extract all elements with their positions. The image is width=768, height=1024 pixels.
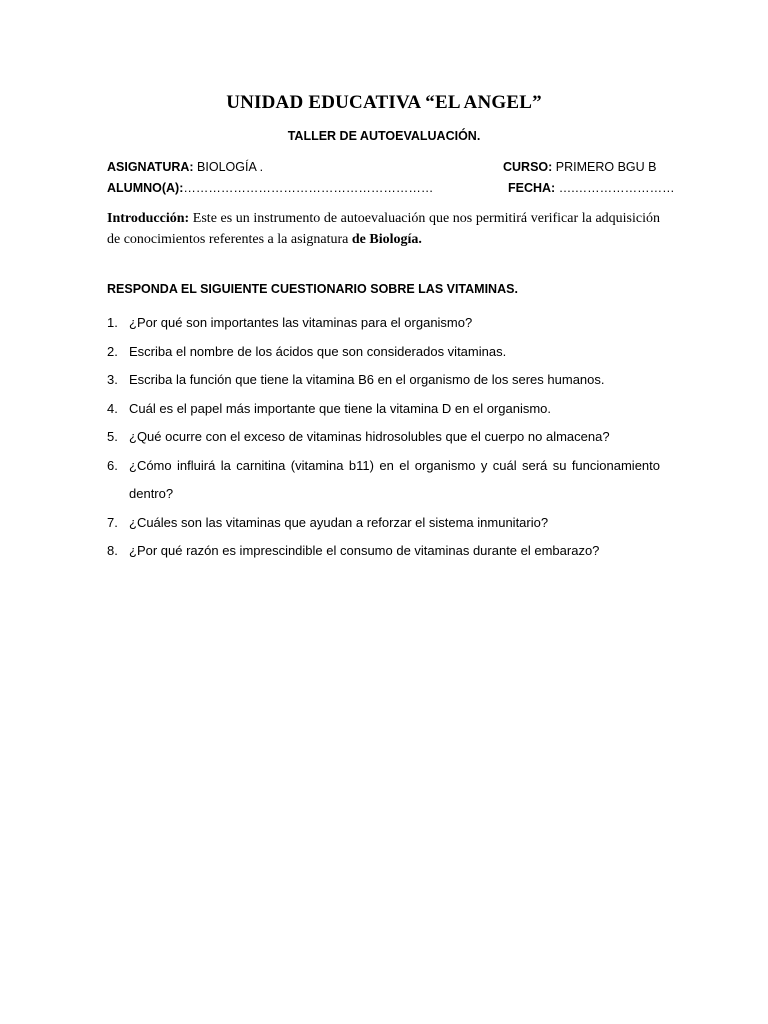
question-number: 3. (107, 372, 118, 387)
question-item (107, 366, 660, 395)
question-text: Escriba la función que tiene la vitamina B6 en el organismo de los seres humanos. (129, 372, 605, 387)
question-item (107, 452, 660, 509)
question-item (107, 509, 660, 538)
fecha-value: ….…………………… (555, 181, 675, 195)
question-number: 6. (107, 457, 118, 473)
question-number: 1. (107, 315, 118, 330)
alumno-label: ALUMNO(A): (107, 181, 184, 195)
question-text: Cuál es el papel más importante que tiene la vitamina D en el organismo. (129, 400, 552, 416)
question-item (107, 423, 660, 452)
worksheet-subtitle: TALLER DE AUTOEVALUACIÓN. (287, 129, 481, 143)
introduction-paragraph (107, 208, 660, 250)
question-text: ¿Por qué razón es imprescindible el consumo de vitaminas durante el embarazo? (129, 543, 600, 558)
question-item (107, 309, 660, 338)
curso-label: CURSO: (503, 160, 553, 174)
questionnaire-instruction: RESPONDA EL SIGUIENTE CUESTIONARIO SOBRE LAS VITAMINAS. (107, 282, 518, 296)
intro-subject: de Biología. (351, 232, 422, 247)
curso-value: PRIMERO BGU B (552, 160, 657, 174)
school-title: UNIDAD EDUCATIVA “EL ANGEL” (226, 92, 542, 113)
alumno-value: …………………………………………………… (183, 181, 434, 195)
question-text: ¿Qué ocurre con el exceso de vitaminas hidrosolubles que el cuerpo no almacena? (129, 429, 610, 444)
asignatura-label: ASIGNATURA: (107, 160, 194, 174)
question-number: 5. (107, 429, 118, 444)
question-number: 8. (107, 543, 118, 558)
intro-text: Este es un instrumento de autoevaluación que nos permitirá verificar la adquisición de conocimientos referentes a la asignatura (107, 211, 660, 247)
asignatura-value: BIOLOGÍA . (193, 160, 264, 174)
question-item (107, 338, 660, 367)
question-text: ¿Cuáles son las vitaminas que ayudan a reforzar el sistema inmunitario? (129, 514, 549, 530)
question-number: 2. (107, 343, 118, 359)
question-number: 7. (107, 514, 118, 530)
question-text: ¿Por qué son importantes las vitaminas para el organismo? (129, 315, 473, 330)
question-item (107, 537, 660, 566)
fecha-field (508, 181, 675, 195)
fecha-label: FECHA: (508, 181, 556, 195)
asignatura-field (107, 160, 263, 174)
alumno-field (107, 181, 433, 195)
question-item (107, 395, 660, 424)
intro-label: Introducción: (107, 211, 190, 226)
curso-field (503, 160, 657, 174)
question-list (107, 309, 660, 566)
question-number: 4. (107, 400, 118, 416)
question-text: ¿Cómo influirá la carnitina (vitamina b11) en el organismo y cuál será su funcionamiento dentro? (129, 457, 660, 501)
question-text: Escriba el nombre de los ácidos que son considerados vitaminas. (129, 343, 507, 359)
